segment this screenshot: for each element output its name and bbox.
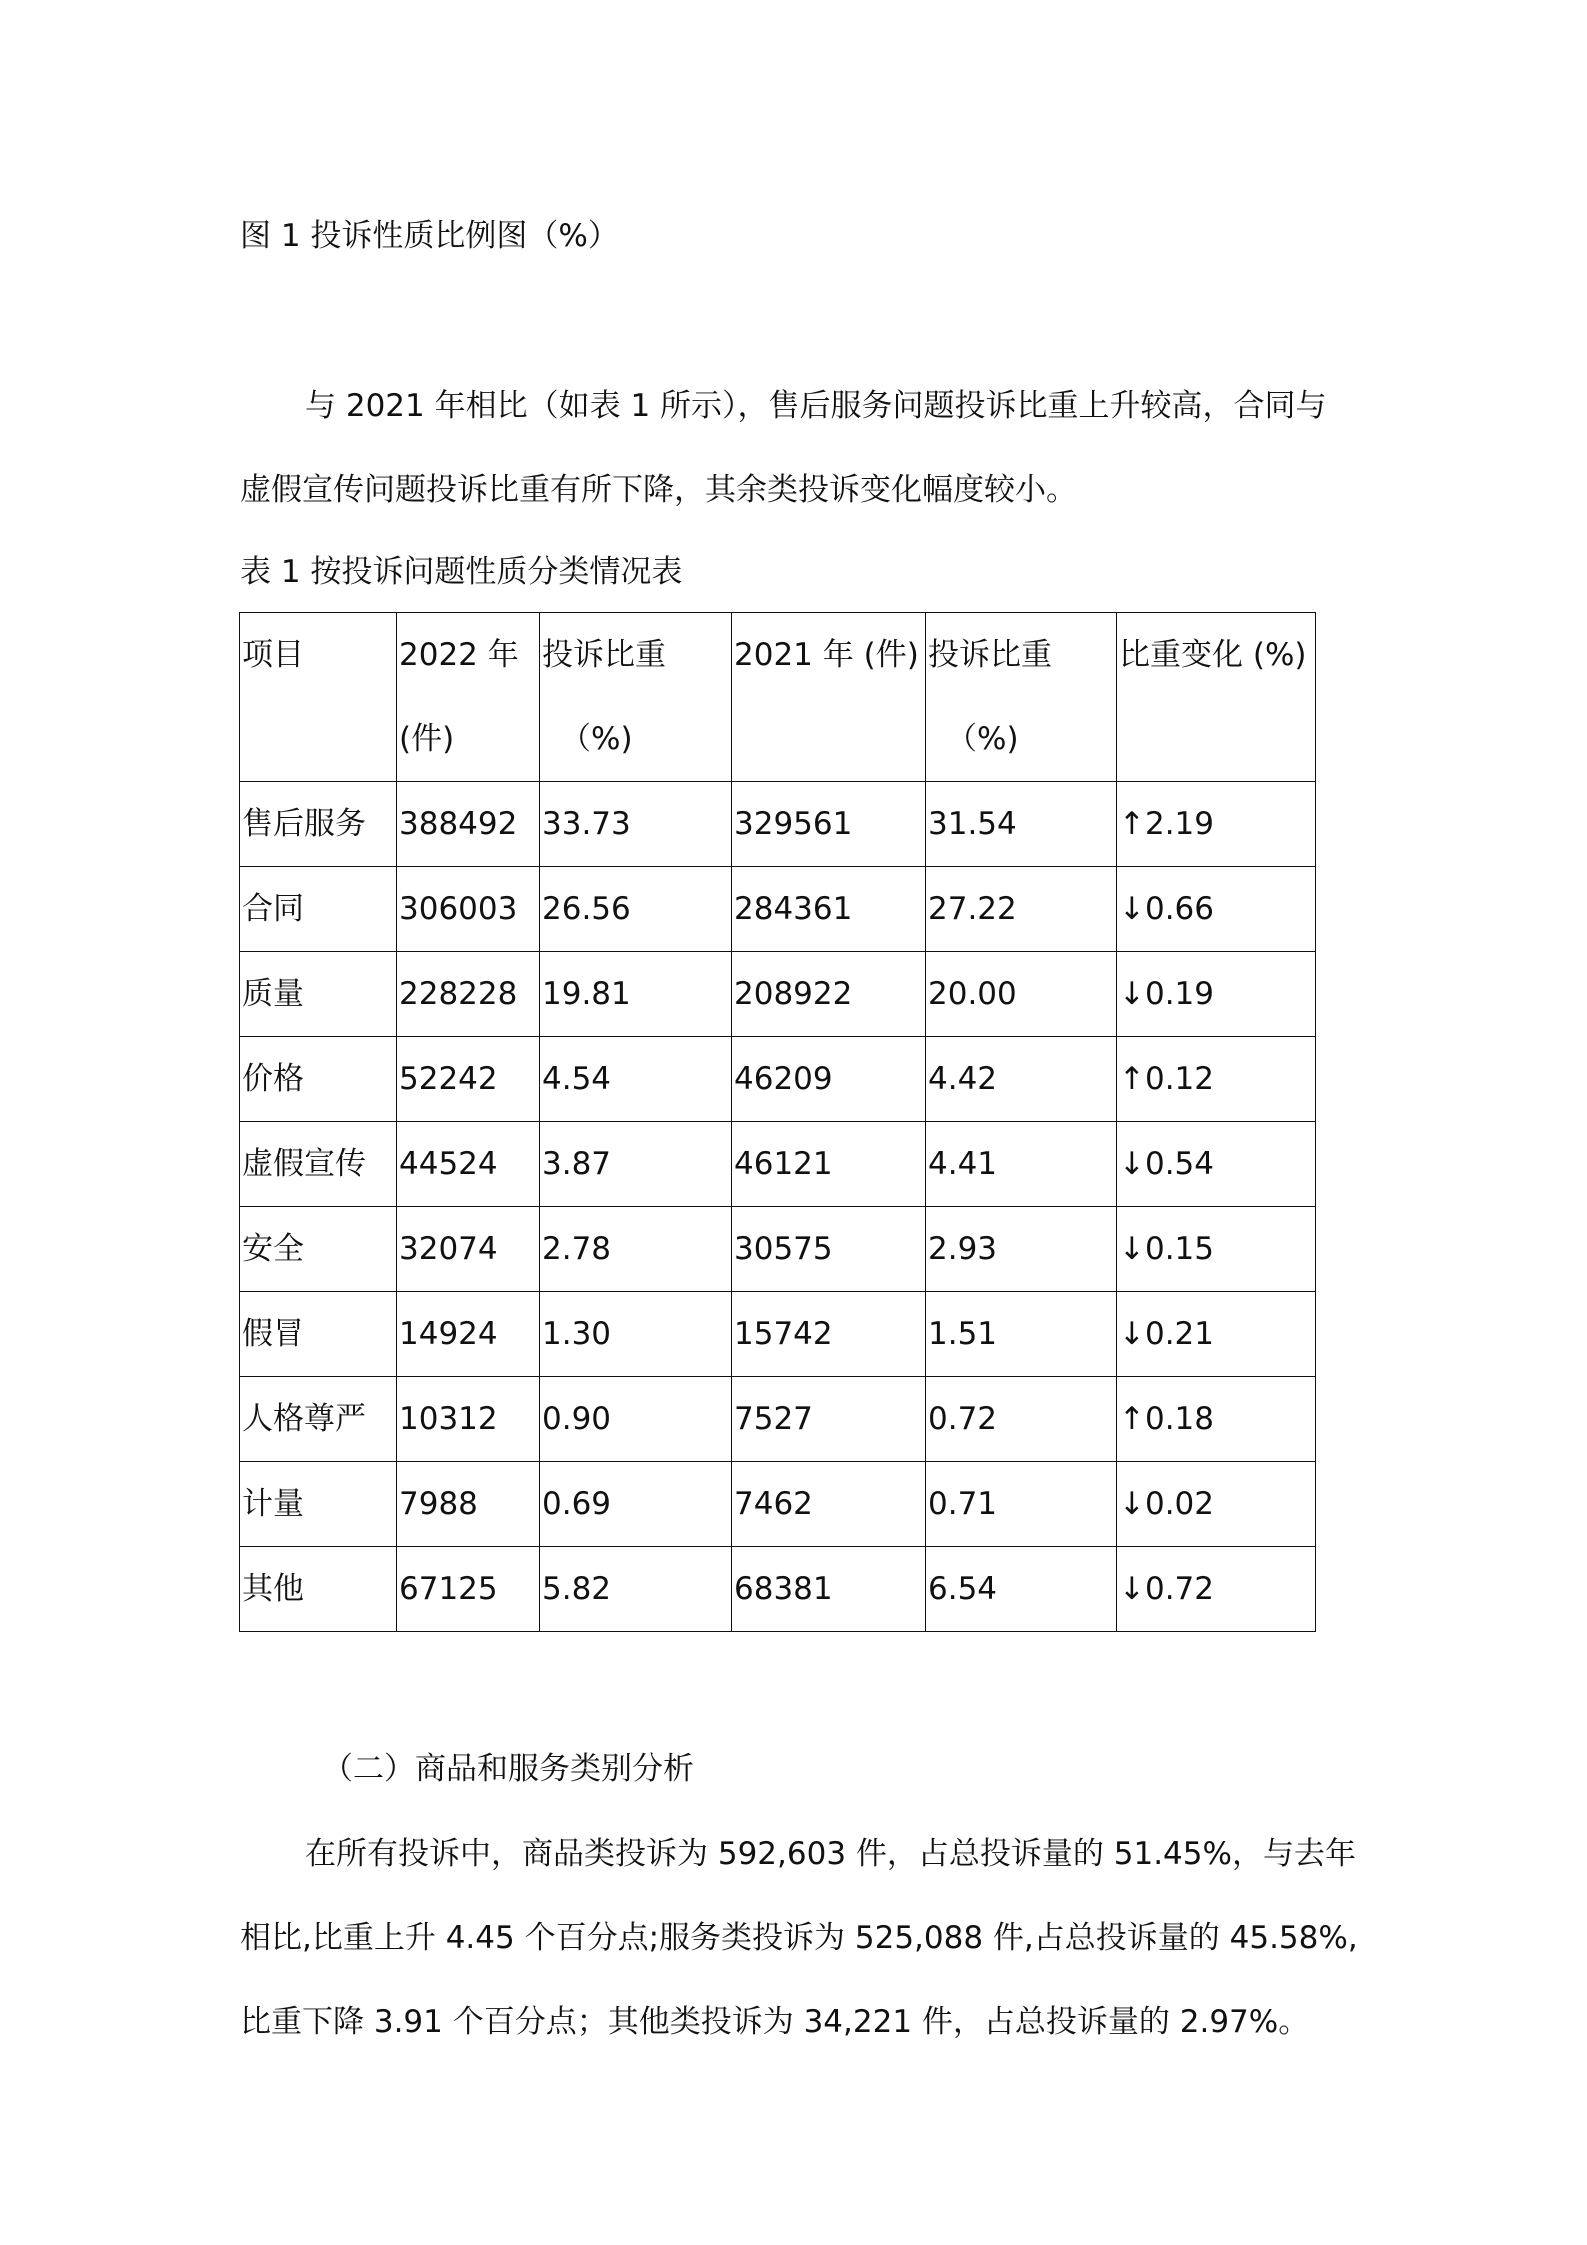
cell-item: 合同 (240, 867, 397, 952)
cell-2022-share: 33.73 (540, 782, 732, 867)
cell-2021-count: 329561 (732, 782, 926, 867)
cell-2021-count: 7462 (732, 1462, 926, 1547)
header-line (242, 697, 396, 781)
cell-2022-count: 32074 (397, 1207, 540, 1292)
table-row (240, 952, 1316, 1037)
cell-2021-share: 0.72 (926, 1377, 1117, 1462)
table-row (240, 1037, 1316, 1122)
table-row (240, 1207, 1316, 1292)
cell-2021-share: 31.54 (926, 782, 1117, 867)
cell-2021-share: 27.22 (926, 867, 1117, 952)
header-line: （%) (560, 721, 633, 757)
paragraph-line: 虚假宣传问题投诉比重有所下降，其余类投诉变化幅度较小。 (240, 472, 1077, 508)
header-line: （%) (946, 721, 1019, 757)
paragraph-line: 比重下降 3.91 个百分点；其他类投诉为 34,221 件，占总投诉量的 2.97%。 (240, 2004, 1310, 2040)
cell-share-change: ↓0.21 (1117, 1292, 1316, 1377)
cell-share-change: ↓0.66 (1117, 867, 1316, 952)
cell-2022-count: 10312 (397, 1377, 540, 1462)
cell-share-change: ↓0.72 (1117, 1547, 1316, 1632)
complaint-nature-table (239, 612, 1316, 1632)
header-share-change (1117, 613, 1316, 782)
cell-item: 虚假宣传 (240, 1122, 397, 1207)
cell-item: 价格 (240, 1037, 397, 1122)
cell-2022-share: 0.90 (540, 1377, 732, 1462)
cell-share-change: ↓0.54 (1117, 1122, 1316, 1207)
table-row (240, 1122, 1316, 1207)
cell-2021-count: 46209 (732, 1037, 926, 1122)
header-line: 项目 (242, 637, 304, 673)
cell-share-change: ↑0.12 (1117, 1037, 1316, 1122)
header-item (240, 613, 397, 782)
cell-2021-share: 2.93 (926, 1207, 1117, 1292)
cell-item: 其他 (240, 1547, 397, 1632)
figure-caption: 图 1 投诉性质比例图（%） (240, 218, 619, 254)
table-caption: 表 1 按投诉问题性质分类情况表 (240, 554, 683, 590)
table-row (240, 1292, 1316, 1377)
header-line: 2022 年 (399, 637, 519, 673)
cell-2021-count: 7527 (732, 1377, 926, 1462)
cell-2022-count: 52242 (397, 1037, 540, 1122)
table-row (240, 1377, 1316, 1462)
cell-2022-share: 1.30 (540, 1292, 732, 1377)
cell-2022-share: 26.56 (540, 867, 732, 952)
header-line (1119, 697, 1315, 781)
table-row (240, 867, 1316, 952)
cell-2022-count: 306003 (397, 867, 540, 952)
header-line: 投诉比重 (542, 637, 666, 673)
paragraph-line: 与 2021 年相比（如表 1 所示），售后服务问题投诉比重上升较高，合同与 (305, 388, 1327, 424)
cell-2022-share: 3.87 (540, 1122, 732, 1207)
header-2021-count (732, 613, 926, 782)
cell-share-change: ↑2.19 (1117, 782, 1316, 867)
cell-2022-count: 388492 (397, 782, 540, 867)
table-row (240, 782, 1316, 867)
table-header-row (240, 613, 1316, 782)
cell-2022-count: 228228 (397, 952, 540, 1037)
cell-2021-count: 284361 (732, 867, 926, 952)
header-2021-share (926, 613, 1117, 782)
paragraph-line: 在所有投诉中，商品类投诉为 592,603 件，占总投诉量的 51.45%，与去年 (305, 1836, 1356, 1872)
paragraph-line: 相比,比重上升 4.45 个百分点;服务类投诉为 525,088 件,占总投诉量的 45.58%, (240, 1920, 1358, 1956)
cell-item: 质量 (240, 952, 397, 1037)
cell-2022-share: 0.69 (540, 1462, 732, 1547)
cell-2022-count: 7988 (397, 1462, 540, 1547)
header-line: 比重变化 (%) (1119, 637, 1307, 673)
cell-2021-share: 1.51 (926, 1292, 1117, 1377)
cell-item: 假冒 (240, 1292, 397, 1377)
header-line: 2021 年 (件) (734, 637, 919, 673)
cell-2021-share: 6.54 (926, 1547, 1117, 1632)
cell-share-change: ↓0.15 (1117, 1207, 1316, 1292)
cell-2021-count: 208922 (732, 952, 926, 1037)
cell-2021-count: 68381 (732, 1547, 926, 1632)
cell-2022-share: 5.82 (540, 1547, 732, 1632)
cell-2021-count: 15742 (732, 1292, 926, 1377)
cell-2022-count: 14924 (397, 1292, 540, 1377)
header-2022-share (540, 613, 732, 782)
cell-2021-count: 46121 (732, 1122, 926, 1207)
cell-2022-share: 19.81 (540, 952, 732, 1037)
cell-item: 售后服务 (240, 782, 397, 867)
header-line: (件) (399, 721, 455, 757)
cell-share-change: ↓0.19 (1117, 952, 1316, 1037)
cell-item: 人格尊严 (240, 1377, 397, 1462)
cell-2022-count: 67125 (397, 1547, 540, 1632)
cell-2022-count: 44524 (397, 1122, 540, 1207)
cell-item: 安全 (240, 1207, 397, 1292)
cell-share-change: ↑0.18 (1117, 1377, 1316, 1462)
cell-2021-share: 4.42 (926, 1037, 1117, 1122)
cell-item: 计量 (240, 1462, 397, 1547)
cell-2021-share: 0.71 (926, 1462, 1117, 1547)
cell-share-change: ↓0.02 (1117, 1462, 1316, 1547)
header-line: 投诉比重 (928, 637, 1052, 673)
cell-2021-share: 20.00 (926, 952, 1117, 1037)
header-2022-count (397, 613, 540, 782)
cell-2021-share: 4.41 (926, 1122, 1117, 1207)
table-row (240, 1547, 1316, 1632)
section-heading: （二）商品和服务类别分析 (322, 1751, 694, 1787)
cell-2021-count: 30575 (732, 1207, 926, 1292)
cell-2022-share: 2.78 (540, 1207, 732, 1292)
header-line (734, 697, 925, 781)
cell-2022-share: 4.54 (540, 1037, 732, 1122)
table-row (240, 1462, 1316, 1547)
